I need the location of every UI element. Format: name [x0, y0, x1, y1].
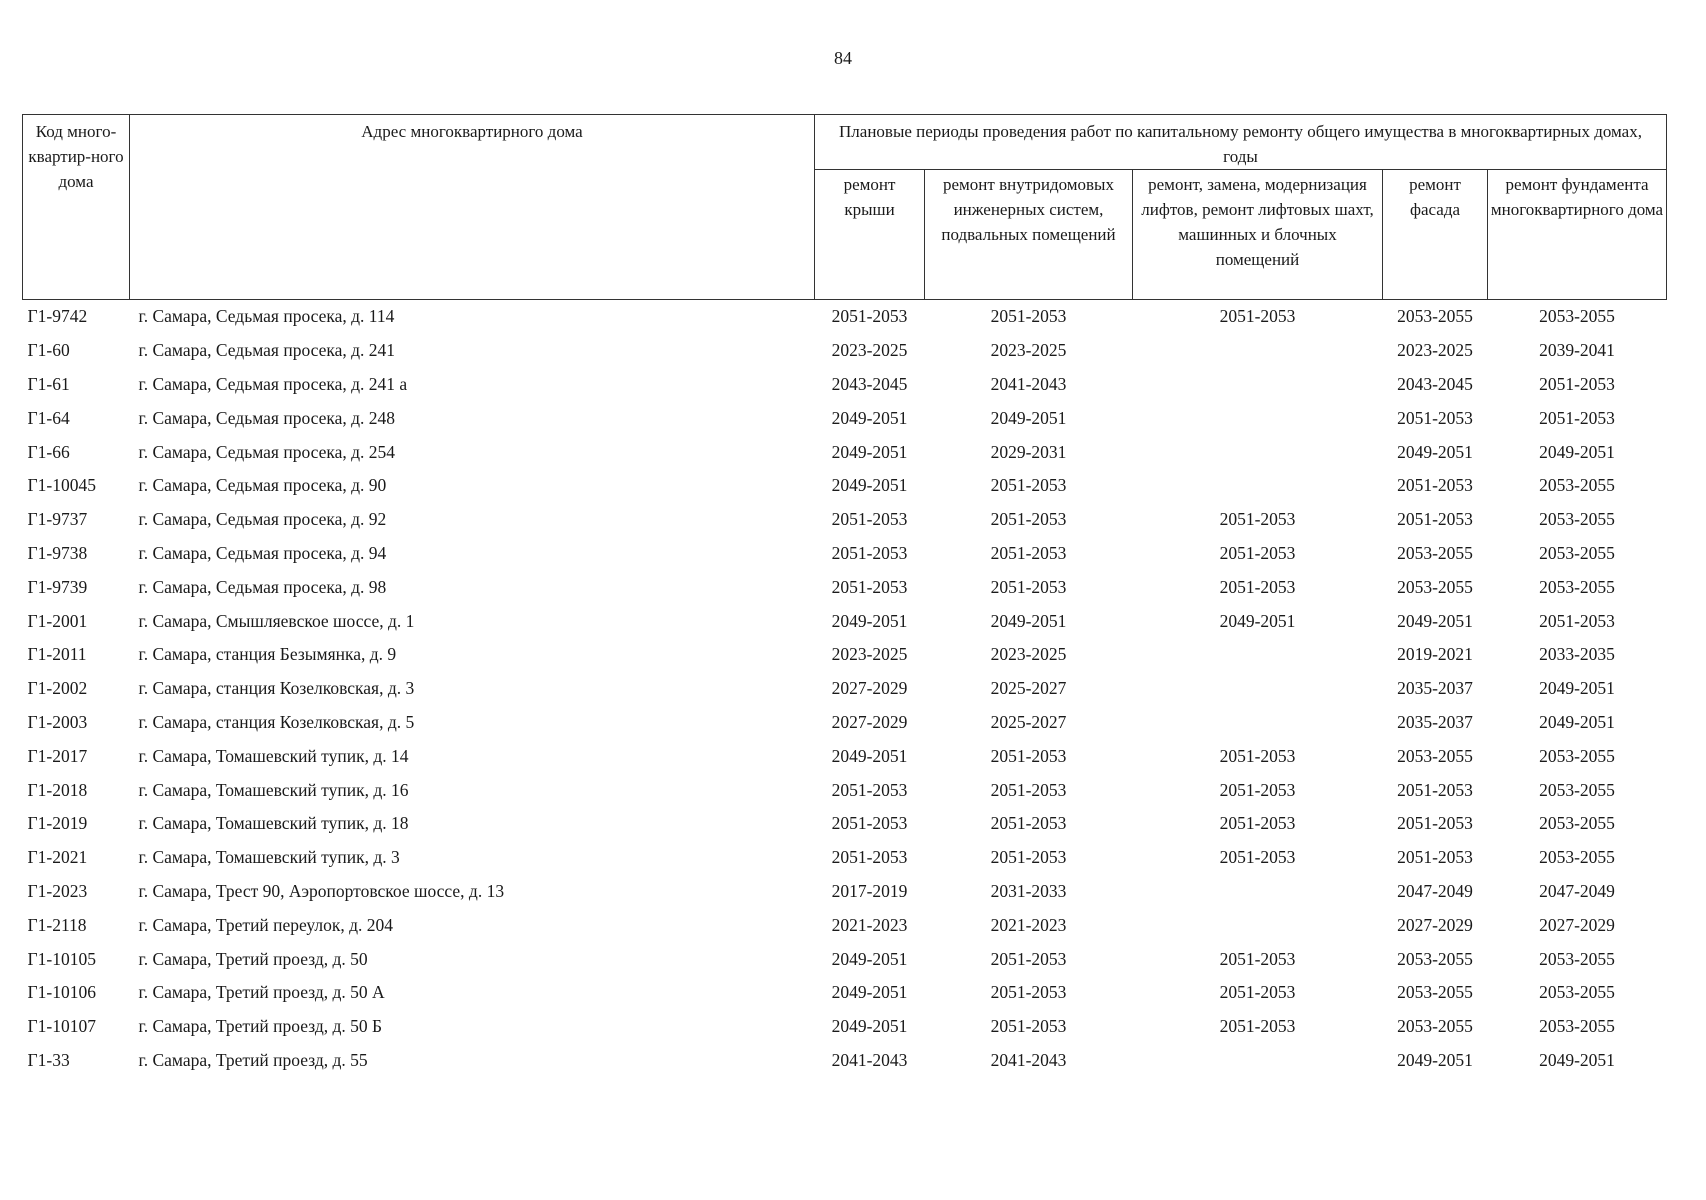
- roof-period-cell: 2051-2053: [831, 576, 908, 597]
- house-code-cell: Г1-60: [27, 340, 70, 361]
- header-facade-repair: ремонт фасада: [1383, 170, 1488, 300]
- facade-period-cell: 2049-2051: [1397, 1049, 1473, 1070]
- table-row: [23, 908, 1667, 942]
- roof-period-cell: 2023-2025: [831, 340, 908, 361]
- engineering-period-cell: 2025-2027: [990, 678, 1067, 699]
- house-code-cell: Г1-10045: [27, 475, 96, 496]
- engineering-period-cell: 2041-2043: [990, 1049, 1067, 1070]
- facade-period-cell: 2053-2055: [1397, 576, 1473, 597]
- elevator-period-cell: 2051-2053: [1219, 847, 1296, 868]
- table-row: [23, 875, 1667, 909]
- capital-repair-table: [22, 114, 1667, 1077]
- roof-period-cell: 2021-2023: [831, 914, 908, 935]
- roof-period-cell: 2027-2029: [831, 711, 908, 732]
- house-code-cell: Г1-33: [27, 1049, 70, 1070]
- house-code-cell: Г1-2001: [27, 610, 88, 631]
- foundation-period-cell: 2049-2051: [1539, 1049, 1615, 1070]
- address-cell: г. Самара, Томашевский тупик, д. 18: [138, 813, 409, 834]
- engineering-period-cell: 2023-2025: [990, 644, 1067, 665]
- foundation-period-cell: 2053-2055: [1539, 306, 1615, 327]
- facade-period-cell: 2053-2055: [1397, 1016, 1473, 1037]
- foundation-period-cell: 2053-2055: [1539, 1016, 1615, 1037]
- facade-period-cell: 2053-2055: [1397, 542, 1473, 563]
- engineering-period-cell: 2023-2025: [990, 340, 1067, 361]
- elevator-period-cell: [1133, 1044, 1383, 1078]
- table-row: [23, 841, 1667, 875]
- engineering-period-cell: 2029-2031: [990, 441, 1067, 462]
- facade-period-cell: 2047-2049: [1397, 880, 1473, 901]
- table-row: [23, 1044, 1667, 1078]
- address-cell: г. Самара, Седьмая просека, д. 241 а: [138, 373, 408, 394]
- address-cell: г. Самара, Седьмая просека, д. 94: [138, 542, 387, 563]
- address-cell: г. Самара, Третий проезд, д. 50: [138, 948, 368, 969]
- address-cell: г. Самара, Седьмая просека, д. 90: [138, 475, 387, 496]
- foundation-period-cell: 2051-2053: [1539, 407, 1615, 428]
- roof-period-cell: 2027-2029: [831, 678, 908, 699]
- table-row: [23, 942, 1667, 976]
- address-cell: г. Самара, Седьмая просека, д. 114: [138, 306, 395, 327]
- address-cell: г. Самара, Седьмая просека, д. 241: [138, 340, 396, 361]
- foundation-period-cell: 2053-2055: [1539, 813, 1615, 834]
- house-code-cell: Г1-2017: [27, 745, 88, 766]
- foundation-period-cell: 2053-2055: [1539, 475, 1615, 496]
- house-code-cell: Г1-61: [27, 373, 70, 394]
- elevator-period-cell: [1133, 638, 1383, 672]
- elevator-period-cell: [1133, 368, 1383, 402]
- facade-period-cell: 2019-2021: [1397, 644, 1473, 665]
- facade-period-cell: 2035-2037: [1397, 678, 1473, 699]
- foundation-period-cell: 2053-2055: [1539, 576, 1615, 597]
- table-row: [23, 773, 1667, 807]
- house-code-cell: Г1-2118: [27, 914, 87, 935]
- foundation-period-cell: 2049-2051: [1539, 678, 1615, 699]
- elevator-period-cell: [1133, 401, 1383, 435]
- page-number: 84: [834, 48, 852, 68]
- engineering-period-cell: 2051-2053: [990, 982, 1067, 1003]
- table-row: [23, 976, 1667, 1010]
- table-row: [23, 604, 1667, 638]
- facade-period-cell: 2023-2025: [1397, 340, 1473, 361]
- address-cell: г. Самара, Третий проезд, д. 55: [138, 1049, 368, 1070]
- house-code-cell: Г1-2023: [27, 880, 88, 901]
- roof-period-cell: 2049-2051: [831, 441, 908, 462]
- elevator-period-cell: [1133, 334, 1383, 368]
- engineering-period-cell: 2049-2051: [990, 610, 1067, 631]
- table-row: [23, 368, 1667, 402]
- address-cell: г. Самара, Трест 90, Аэропортовское шоссе, д. 13: [138, 880, 505, 901]
- table-row: [23, 739, 1667, 773]
- table-row: [23, 672, 1667, 706]
- roof-period-cell: 2049-2051: [831, 982, 908, 1003]
- elevator-period-cell: [1133, 875, 1383, 909]
- facade-period-cell: 2053-2055: [1397, 982, 1473, 1003]
- house-code-cell: Г1-9742: [27, 306, 88, 327]
- header-address: Адрес многоквартирного дома: [130, 115, 815, 300]
- facade-period-cell: 2027-2029: [1397, 914, 1473, 935]
- address-cell: г. Самара, Томашевский тупик, д. 16: [138, 779, 409, 800]
- elevator-period-cell: 2049-2051: [1219, 610, 1296, 631]
- house-code-cell: Г1-2021: [27, 847, 88, 868]
- house-code-cell: Г1-66: [27, 441, 70, 462]
- table-row: [23, 401, 1667, 435]
- header-elevator-repair: ремонт, замена, модернизация лифтов, ремонт лифтовых шахт, машинных и блочных помещений: [1133, 170, 1383, 300]
- engineering-period-cell: 2051-2053: [990, 576, 1067, 597]
- house-code-cell: Г1-10105: [27, 948, 96, 969]
- elevator-period-cell: 2051-2053: [1219, 948, 1296, 969]
- engineering-period-cell: 2051-2053: [990, 813, 1067, 834]
- foundation-period-cell: 2053-2055: [1539, 847, 1615, 868]
- foundation-period-cell: 2049-2051: [1539, 441, 1615, 462]
- facade-period-cell: 2051-2053: [1397, 475, 1473, 496]
- table-row: [23, 334, 1667, 368]
- table-row: [23, 503, 1667, 537]
- house-code-cell: Г1-10106: [27, 982, 96, 1003]
- facade-period-cell: 2053-2055: [1397, 306, 1473, 327]
- address-cell: г. Самара, Седьмая просека, д. 248: [138, 407, 396, 428]
- house-code-cell: Г1-10107: [27, 1016, 96, 1037]
- table-row: [23, 807, 1667, 841]
- roof-period-cell: 2051-2053: [831, 509, 908, 530]
- elevator-period-cell: 2051-2053: [1219, 745, 1296, 766]
- elevator-period-cell: [1133, 672, 1383, 706]
- engineering-period-cell: 2051-2053: [990, 509, 1067, 530]
- foundation-period-cell: 2027-2029: [1539, 914, 1615, 935]
- foundation-period-cell: 2053-2055: [1539, 982, 1615, 1003]
- roof-period-cell: 2051-2053: [831, 306, 908, 327]
- roof-period-cell: 2049-2051: [831, 610, 908, 631]
- foundation-period-cell: 2053-2055: [1539, 779, 1615, 800]
- facade-period-cell: 2053-2055: [1397, 745, 1473, 766]
- foundation-period-cell: 2053-2055: [1539, 542, 1615, 563]
- foundation-period-cell: 2033-2035: [1539, 644, 1615, 665]
- roof-period-cell: 2049-2051: [831, 745, 908, 766]
- engineering-period-cell: 2025-2027: [990, 711, 1067, 732]
- foundation-period-cell: 2053-2055: [1539, 745, 1615, 766]
- elevator-period-cell: 2051-2053: [1219, 542, 1296, 563]
- foundation-period-cell: 2051-2053: [1539, 610, 1615, 631]
- roof-period-cell: 2049-2051: [831, 1016, 908, 1037]
- elevator-period-cell: [1133, 435, 1383, 469]
- roof-period-cell: 2051-2053: [831, 847, 908, 868]
- elevator-period-cell: [1133, 706, 1383, 740]
- elevator-period-cell: 2051-2053: [1219, 306, 1296, 327]
- facade-period-cell: 2051-2053: [1397, 407, 1473, 428]
- engineering-period-cell: 2041-2043: [990, 373, 1067, 394]
- house-code-cell: Г1-64: [27, 407, 70, 428]
- address-cell: г. Самара, Третий проезд, д. 50 А: [138, 982, 385, 1003]
- roof-period-cell: 2051-2053: [831, 542, 908, 563]
- header-planned-periods: Плановые периоды проведения работ по капитальному ремонту общего имущества в многоквартирных домах, годы: [815, 115, 1667, 170]
- facade-period-cell: 2049-2051: [1397, 610, 1473, 631]
- roof-period-cell: 2049-2051: [831, 407, 908, 428]
- table-row: [23, 706, 1667, 740]
- facade-period-cell: 2051-2053: [1397, 813, 1473, 834]
- roof-period-cell: 2051-2053: [831, 813, 908, 834]
- elevator-period-cell: 2051-2053: [1219, 576, 1296, 597]
- table-header: [23, 115, 1667, 300]
- roof-period-cell: 2049-2051: [831, 948, 908, 969]
- table-body: [23, 300, 1667, 1078]
- house-code-cell: Г1-2019: [27, 813, 88, 834]
- table-row: [23, 300, 1667, 334]
- engineering-period-cell: 2051-2053: [990, 948, 1067, 969]
- engineering-period-cell: 2051-2053: [990, 1016, 1067, 1037]
- foundation-period-cell: 2047-2049: [1539, 880, 1615, 901]
- house-code-cell: Г1-9739: [27, 576, 88, 597]
- address-cell: г. Самара, Третий переулок, д. 204: [138, 914, 394, 935]
- address-cell: г. Самара, станция Козелковская, д. 5: [138, 711, 415, 732]
- roof-period-cell: 2041-2043: [831, 1049, 908, 1070]
- table-row: [23, 469, 1667, 503]
- engineering-period-cell: 2051-2053: [990, 475, 1067, 496]
- header-foundation-repair: ремонт фундамента многоквартирного дома: [1488, 170, 1667, 300]
- elevator-period-cell: 2051-2053: [1219, 982, 1296, 1003]
- table-row: [23, 435, 1667, 469]
- engineering-period-cell: 2051-2053: [990, 542, 1067, 563]
- engineering-period-cell: 2051-2053: [990, 847, 1067, 868]
- elevator-period-cell: [1133, 469, 1383, 503]
- roof-period-cell: 2051-2053: [831, 779, 908, 800]
- header-house-code: Код много-квартир-ного дома: [23, 115, 130, 300]
- address-cell: г. Самара, Третий проезд, д. 50 Б: [138, 1016, 383, 1037]
- facade-period-cell: 2049-2051: [1397, 441, 1473, 462]
- facade-period-cell: 2035-2037: [1397, 711, 1473, 732]
- engineering-period-cell: 2031-2033: [990, 880, 1067, 901]
- facade-period-cell: 2051-2053: [1397, 847, 1473, 868]
- roof-period-cell: 2023-2025: [831, 644, 908, 665]
- address-cell: г. Самара, Седьмая просека, д. 98: [138, 576, 387, 597]
- facade-period-cell: 2051-2053: [1397, 779, 1473, 800]
- engineering-period-cell: 2051-2053: [990, 306, 1067, 327]
- roof-period-cell: 2017-2019: [831, 880, 908, 901]
- foundation-period-cell: 2053-2055: [1539, 948, 1615, 969]
- header-roof-repair: ремонт крыши: [815, 170, 925, 300]
- elevator-period-cell: 2051-2053: [1219, 509, 1296, 530]
- house-code-cell: Г1-2002: [27, 678, 88, 699]
- facade-period-cell: 2053-2055: [1397, 948, 1473, 969]
- address-cell: г. Самара, станция Безымянка, д. 9: [138, 644, 397, 665]
- roof-period-cell: 2049-2051: [831, 475, 908, 496]
- table-row: [23, 537, 1667, 571]
- house-code-cell: Г1-2003: [27, 711, 88, 732]
- house-code-cell: Г1-9738: [27, 542, 88, 563]
- address-cell: г. Самара, Седьмая просека, д. 254: [138, 441, 396, 462]
- engineering-period-cell: 2021-2023: [990, 914, 1067, 935]
- table-row: [23, 570, 1667, 604]
- roof-period-cell: 2043-2045: [831, 373, 908, 394]
- engineering-period-cell: 2051-2053: [990, 779, 1067, 800]
- engineering-period-cell: 2049-2051: [990, 407, 1067, 428]
- engineering-period-cell: 2051-2053: [990, 745, 1067, 766]
- house-code-cell: Г1-9737: [27, 509, 88, 530]
- foundation-period-cell: 2051-2053: [1539, 373, 1615, 394]
- elevator-period-cell: [1133, 908, 1383, 942]
- elevator-period-cell: 2051-2053: [1219, 1016, 1296, 1037]
- foundation-period-cell: 2039-2041: [1539, 340, 1615, 361]
- elevator-period-cell: 2051-2053: [1219, 813, 1296, 834]
- facade-period-cell: 2043-2045: [1397, 373, 1473, 394]
- elevator-period-cell: 2051-2053: [1219, 779, 1296, 800]
- address-cell: г. Самара, Томашевский тупик, д. 3: [138, 847, 400, 868]
- facade-period-cell: 2051-2053: [1397, 509, 1473, 530]
- address-cell: г. Самара, Седьмая просека, д. 92: [138, 509, 387, 530]
- address-cell: г. Самара, Смышляевское шоссе, д. 1: [138, 610, 415, 631]
- table-row: [23, 1010, 1667, 1044]
- header-engineering-repair: ремонт внутридомовых инженерных систем, подвальных помещений: [925, 170, 1133, 300]
- table-row: [23, 638, 1667, 672]
- house-code-cell: Г1-2018: [27, 779, 88, 800]
- address-cell: г. Самара, станция Козелковская, д. 3: [138, 678, 415, 699]
- address-cell: г. Самара, Томашевский тупик, д. 14: [138, 745, 409, 766]
- house-code-cell: Г1-2011: [27, 644, 87, 665]
- foundation-period-cell: 2049-2051: [1539, 711, 1615, 732]
- foundation-period-cell: 2053-2055: [1539, 509, 1615, 530]
